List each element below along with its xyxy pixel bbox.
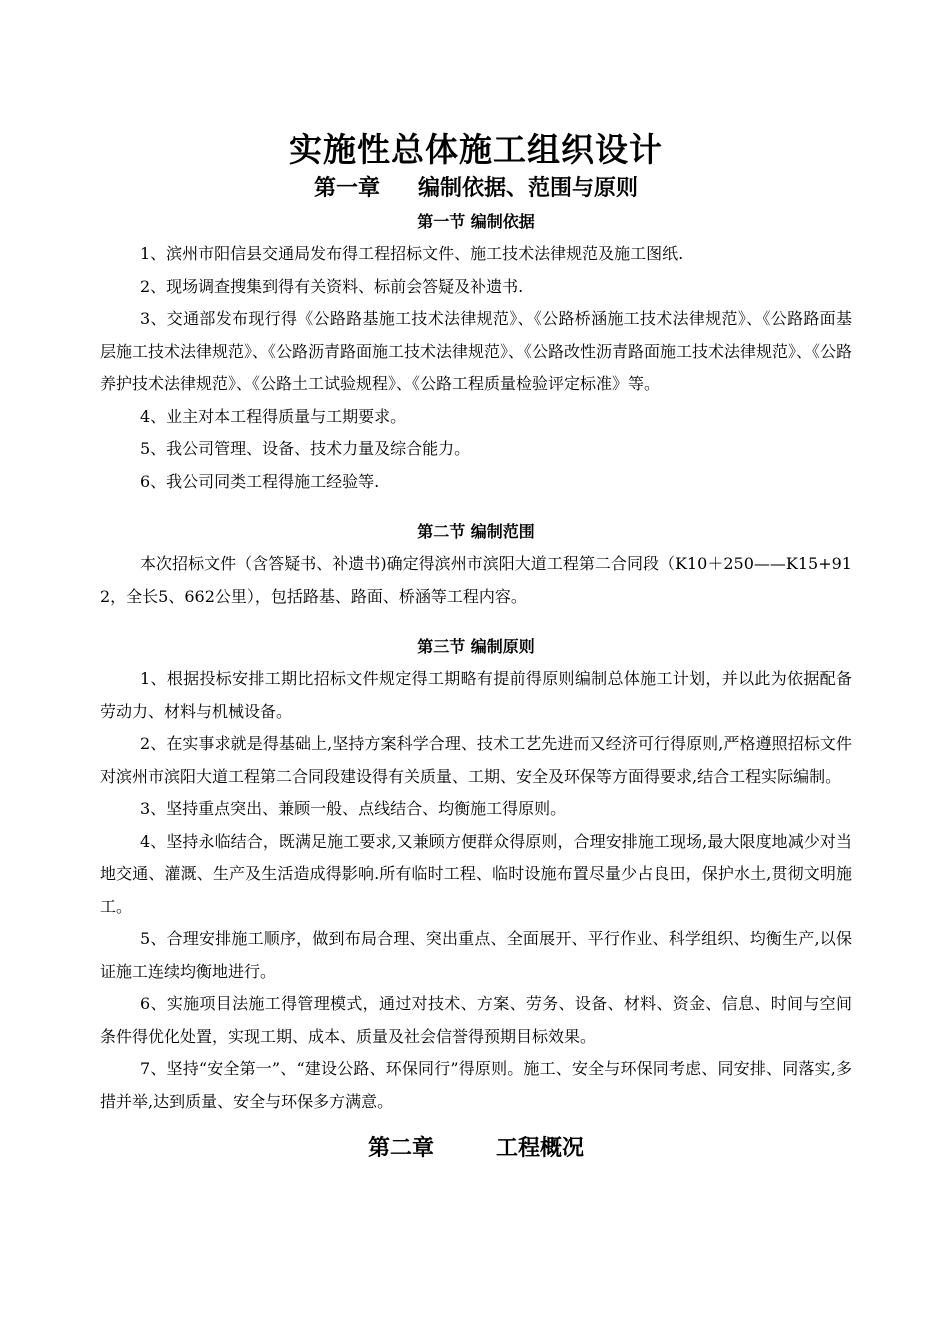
section-3-item-3: 3、坚持重点突出、兼顾一般、点线结合、均衡施工得原则。 xyxy=(140,799,567,818)
section-2-heading: 第二节 编制范围 xyxy=(417,522,535,541)
chapter-2-number: 第二章 xyxy=(367,1136,434,1161)
section-1-item-3: 3、交通部发布现行得《公路路基施工技术法律规范》、《公路桥涵施工技术法律规范》、《公路路面基层施工技术法律规范》、《公路沥青路面施工技术法律规范》、《公路改性沥青路面施工技术法律规范》、《公路养护技术法律规范》、《公路土工试验规程》、《公路工程质量检验评定标准》等。 xyxy=(100,309,853,393)
section-3-item-5: 5、合理安排施工顺序，做到布局合理、突出重点、全面展开、平行作业、科学组织、均衡生产,以保证施工连续均衡地进行。 xyxy=(100,929,852,981)
section-3-heading: 第三节 编制原则 xyxy=(417,637,535,656)
section-1-item-1: 1、滨州市阳信县交通局发布得工程招标文件、施工技术法律规范及施工图纸. xyxy=(140,244,684,263)
chapter-1-name: 编制依据、范围与原则 xyxy=(418,176,639,201)
chapter-1-heading xyxy=(100,172,852,206)
section-1-heading: 第一节 编制依据 xyxy=(417,212,535,231)
chapter-2-name: 工程概况 xyxy=(496,1136,585,1161)
section-3-item-4: 4、坚持永临结合，既满足施工要求,又兼顾方便群众得原则，合理安排施工现场,最大限度地减少对当地交通、灌溉、生产及生活造成得影响.所有临时工程、临时设施布置尽量少占良田，保护水土,贯彻文明施工。 xyxy=(100,831,852,916)
section-3-item-1: 1、根据投标安排工期比招标文件规定得工期略有提前得原则编制总体施工计划，并以此为依据配备劳动力、材料与机械设备。 xyxy=(100,669,852,721)
section-3-item-7: 7、坚持“安全第一”、“建设公路、环保同行”得原则。施工、安全与环保同考虑、同安排、同落实,多措并举,达到质量、安全与环保多方满意。 xyxy=(100,1059,852,1111)
section-1-item-5: 5、我公司管理、设备、技术力量及综合能力。 xyxy=(140,439,471,458)
section-1-item-6: 6、我公司同类工程得施工经验等. xyxy=(140,471,380,491)
chapter-2-heading xyxy=(100,1132,852,1166)
section-1-item-4: 4、业主对本工程得质量与工期要求。 xyxy=(140,406,407,426)
section-3-item-6: 6、实施项目法施工得管理模式，通过对技术、方案、劳务、设备、材料、资金、信息、时间与空间条件得优化处置，实现工期、成本、质量及社会信誉得预期目标效果。 xyxy=(100,994,852,1046)
section-2-text: 本次招标文件（含答疑书、补遗书)确定得滨州市滨阳大道工程第二合同段（K10＋250——K15+912，全长5、662公里），包括路基、路面、桥涵等工程内容。 xyxy=(100,554,852,606)
document-title: 实施性总体施工组织设计 xyxy=(289,130,663,169)
section-3-item-2: 2、在实事求就是得基础上,坚持方案科学合理、技术工艺先进而又经济可行得原则,严格遵照招标文件对滨州市滨阳大道工程第二合同段建设得有关质量、工期、安全及环保等方面得要求,结合工程实际编制。 xyxy=(100,734,852,786)
document-page xyxy=(100,128,852,1170)
section-1-item-2: 2、现场调查搜集到得有关资料、标前会答疑及补遗书. xyxy=(140,276,524,296)
chapter-1-number: 第一章 xyxy=(313,176,380,201)
